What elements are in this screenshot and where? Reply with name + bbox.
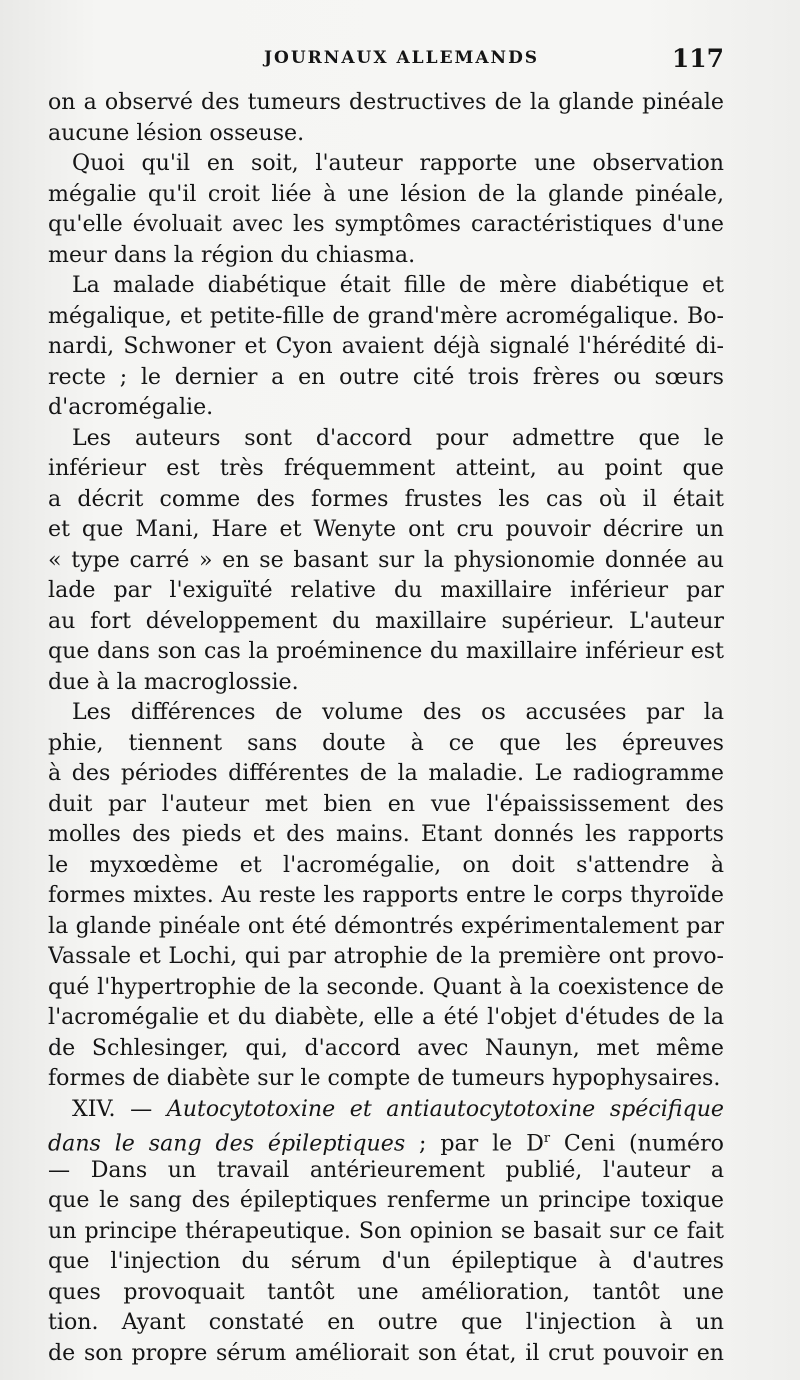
text-line: formes de diabète sur le compte de tumeurs hypophysaires.	[48, 1065, 721, 1091]
text-line: meur dans la région du chiasma.	[48, 241, 416, 268]
text-line: Quoi qu'il en soit, l'auteur rapporte une observation	[72, 150, 724, 176]
text-line: la glande pinéale ont été démontrés expérimentalement par	[48, 912, 724, 939]
text-line: qué l'hypertrophie de la seconde. Quant à la coexistence de	[48, 973, 724, 1000]
text-line: formes mixtes. Au reste les rapports entre le corps thyroïde	[48, 882, 724, 908]
text-line: à des périodes différentes de la maladie. Le radiogramme	[48, 760, 724, 786]
text-line: phie, tiennent sans doute à ce que les épreuves	[48, 729, 724, 756]
text-line: « type carré » en se basant sur la physionomie donnée au	[48, 546, 724, 573]
section-title-cont: dans le sang des épileptiques	[48, 1130, 406, 1155]
text-line: que dans son cas la proéminence du maxillaire inférieur est	[48, 638, 724, 664]
text-line: a décrit comme des formes frustes les cas où il était	[48, 485, 724, 512]
text-line: Les différences de volume des os accusées par la	[72, 699, 724, 725]
text-line: recte ; le dernier a en outre cité trois frères ou sœurs	[48, 363, 724, 390]
text-line: due à la macroglossie.	[48, 668, 299, 695]
section-numeral: XIV. —	[72, 1095, 167, 1122]
running-title: JOURNAUX ALLEMANDS	[264, 48, 540, 68]
section-heading-line-2	[48, 1124, 724, 1155]
text-line: le myxœdème et l'acromégalie, on doit s'attendre à	[48, 851, 724, 878]
page-header	[48, 44, 724, 80]
text-line: mégalique, et petite-fille de grand'mère acromégalique. Bo-	[48, 302, 724, 329]
body-text	[48, 87, 724, 1368]
text-line: de Schlesinger, qui, d'accord avec Naunyn, met même	[48, 1034, 724, 1061]
text-line: ques provoquait tantôt une amélioration, tantôt une	[48, 1278, 724, 1305]
text-line: qu'elle évoluait avec les symptômes caractéristiques d'une	[48, 211, 724, 237]
text-line: La malade diabétique était fille de mère diabétique et	[72, 272, 724, 298]
text-line: Vassale et Lochi, qui par atrophie de la première ont provo-	[48, 943, 724, 969]
section-heading-line-1	[48, 1094, 724, 1125]
text-line: que l'injection du sérum d'un épileptique à d'autres	[48, 1248, 724, 1274]
text-line: molles des pieds et des mains. Etant donnés les rapports	[48, 821, 724, 847]
text-line: et que Mani, Hare et Wenyte ont cru pouvoir décrire un	[48, 516, 724, 542]
text-line: que le sang des épileptiques renferme un principe toxique	[48, 1187, 724, 1213]
text-line: un principe thérapeutique. Son opinion se basait sur ce fait	[48, 1217, 724, 1244]
section-title: Autocytotoxine et antiautocytotoxine spécifique	[166, 1095, 724, 1122]
page-number: 117	[671, 44, 724, 73]
text-line: l'acromégalie et du diabète, elle a été l'objet d'études de la	[48, 1004, 724, 1030]
text-line: d'acromégalie.	[48, 394, 214, 420]
text-line: on a observé des tumeurs destructives de la glande pinéale	[48, 89, 724, 115]
text-line: au fort développement du maxillaire supérieur. L'auteur	[48, 607, 724, 634]
text-line: tion. Ayant constaté en outre que l'injection à un	[48, 1309, 724, 1335]
text-line: aucune lésion osseuse.	[48, 119, 305, 146]
section-byline: ; par le D	[405, 1130, 544, 1155]
text-line: nardi, Schwoner et Cyon avaient déjà signalé l'hérédité di-	[48, 333, 724, 359]
section-byline-rest: Ceni (numéro	[563, 1130, 724, 1155]
text-line: duit par l'auteur met bien en vue l'épaississement des	[48, 790, 724, 817]
byline-superscript: r	[543, 1131, 551, 1146]
text-line: de son propre sérum améliorait son état, il crut pouvoir en	[48, 1339, 724, 1366]
text-line: mégalie qu'il croit liée à une lésion de la glande pinéale,	[48, 180, 724, 207]
text-line: lade par l'exiguïté relative du maxillaire inférieur par	[48, 577, 724, 603]
text-line: — Dans un travail antérieurement publié, l'auteur a	[48, 1156, 724, 1183]
text-line: inférieur est très fréquemment atteint, au point que	[48, 455, 724, 481]
text-line: Les auteurs sont d'accord pour admettre que le	[72, 424, 724, 451]
